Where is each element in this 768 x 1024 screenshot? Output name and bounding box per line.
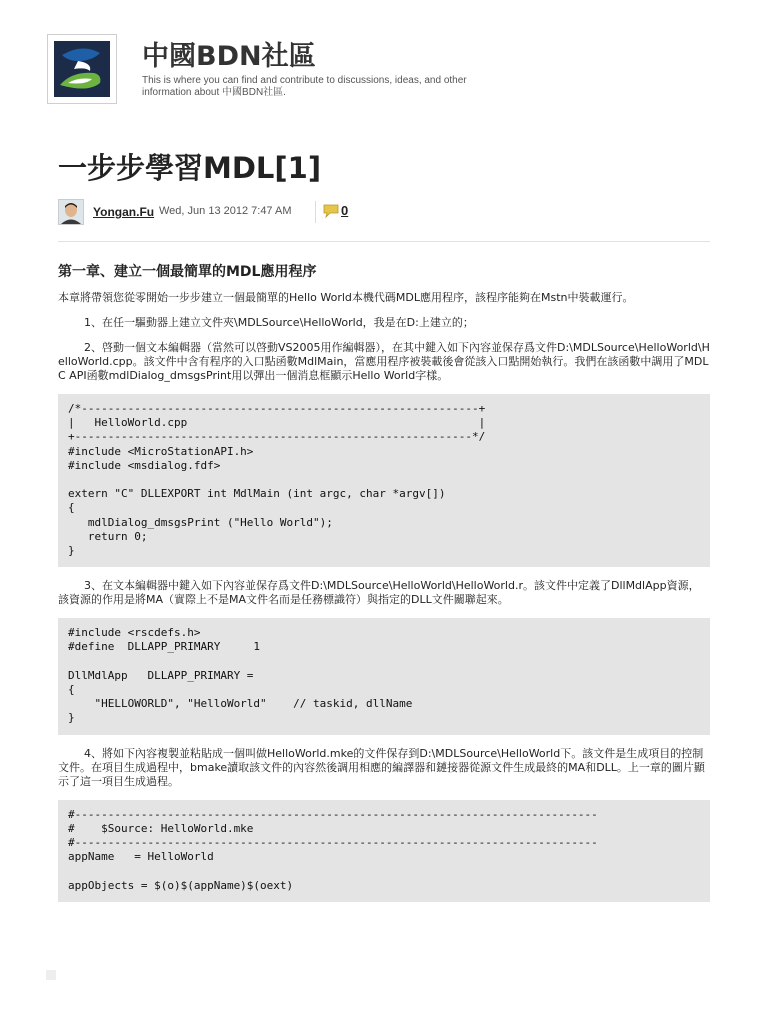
site-description: This is where you can find and contribute to discussions, ideas, and other information about 中國BDN社區. [142,75,467,98]
comment-count-link[interactable]: 0 [341,203,349,218]
speech-bubble-icon[interactable] [323,204,339,218]
avatar-person-icon [59,200,83,224]
post-date: Wed, Jun 13 2012 7:47 AM [159,205,292,217]
post-title: 一步步學習MDL[1] [58,151,322,185]
code-block-helloworld-r: #include <rscdefs.h> #define DLLAPP_PRIMARY 1 DllMdlApp DLLAPP_PRIMARY = { "HELLOWORLD", "HelloWorld" // taskid, dllName } [58,618,710,734]
author-avatar[interactable] [58,199,84,225]
step-2-paragraph: 2、啓動一個文本編輯器（當然可以啓動VS2005用作編輯器），在其中鍵入如下內容並保存爲文件D:\MDLSource\HelloWorld\HelloWorld.cpp。該文件中含有程序的入口點函數MdlMain，當應用程序被裝載後會從該入口點開始執行。我們在該函數中調用了MDL C API函數mdlDialog_dmsgsPrint用以彈出一個消息框顯示Hello World字樣。 [58,341,710,382]
site-header [47,34,707,106]
intro-paragraph: 本章將帶領您從零開始一步步建立一個最簡單的Hello World本機代碼MDL應用程序，該程序能夠在Mstn中裝載運行。 [58,291,634,304]
step-4-paragraph: 4、將如下內容複製並粘貼成一個叫做HelloWorld.mke的文件保存到D:\MDLSource\HelloWorld下。該文件是生成項目的控制文件。在項目生成過程中，bmake讀取該文件的內容然後調用相應的編譯器和鏈接器從源文件生成最終的MA和DLL。上一章的圖片顯示了這一項目生成過程。 [58,746,705,788]
step-1-paragraph: 1、在任一驅動器上建立文件夾\MDLSource\HelloWorld，我是在D:上建立的； [84,316,474,329]
code-block-helloworld-cpp: /*------------------------------------------------------------+ | HelloWorld.cpp | +------------------------------------------------------------*/ #include <MicroStationAPI.h> #include <msdialog.fdf> extern "C" DLLEXPORT int MdlMain (int argc, char *argv[]) { mdlDialog_dmsgsPrint ("Hello World"); return 0; } [58,394,710,567]
title-divider [58,241,710,242]
chapter-heading: 第一章、建立一個最簡單的MDL應用程序 [58,264,317,280]
site-title[interactable]: 中國BDN社區 [142,41,316,72]
post-body [58,262,710,914]
code-block-helloworld-mke: #------------------------------------------------------------------------------- # $Source: HelloWorld.mke #------------------------------------------------------------------------------- appName = HelloWorld appObjects = $(o)$(appName)$(oext) [58,800,710,902]
author-link[interactable]: Yongan.Fu [93,205,155,219]
step-3-paragraph: 3、在文本編輯器中鍵入如下內容並保存爲文件D:\MDLSource\HelloWorld\HelloWorld.r。該文件中定義了DllMdlApp資源，該資源的作用是將MA（實際上不是MA文件名而是任務標識符）與指定的DLL文件關聯起來。 [58,579,700,607]
meta-separator [315,201,316,223]
page-corner-mark [46,970,56,980]
bentley-b-logo-icon [48,35,116,103]
site-logo[interactable] [47,34,117,104]
post-meta [58,199,710,227]
